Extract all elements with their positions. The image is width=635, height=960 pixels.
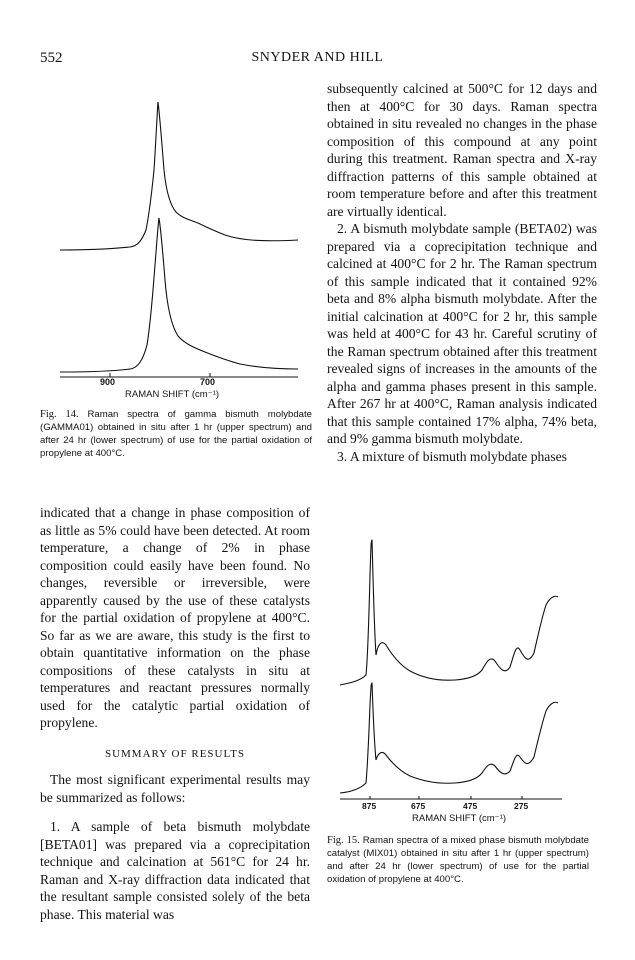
section-heading: SUMMARY OF RESULTS <box>104 747 246 760</box>
left-paragraph-1: indicated that a change in phase composition of as little as 5% could have been detected. At room temperature, a change of 2% in phase composition could easily have been found. No changes, reversible or irreversible, were apparently caused by the use of these catalysts for the partial oxidation of propylene at 400°C. So far as we are aware, this study is the first to obtain quantitative information on the phase compositions of these catalysts in situ at temperatures and reactant pressures normally used for the catalytic partial oxidation of propylene. <box>40 505 310 730</box>
running-head: SNYDER AND HILL <box>251 50 384 65</box>
fig15-lower-spectrum <box>340 683 558 793</box>
right-paragraph-3: 3. A mixture of bismuth molybdate phases <box>337 448 567 464</box>
fig15-axis-label: RAMAN SHIFT (cm⁻¹) <box>412 813 507 824</box>
page-header <box>0 50 635 74</box>
fig15-tick-label: 275 <box>514 801 529 811</box>
fig14-upper-spectrum <box>60 102 298 250</box>
right-column <box>327 80 597 465</box>
fig15-upper-spectrum <box>340 540 558 685</box>
fig14-axis-label: RAMAN SHIFT (cm⁻¹) <box>125 389 220 400</box>
figure-15-caption <box>327 834 589 886</box>
fig15-caption-label: Fig. 15. <box>327 835 360 846</box>
right-paragraph-1: subsequently calcined at 500°C for 12 days and then at 400°C for 30 days. Raman spectra obtained in situ revealed no changes in the phase composition of this compound at any point during this treatment. Raman spectra and X-ray diffraction patterns of this sample obtained at room temperature before and after this treatment are virtually identical. <box>327 81 597 219</box>
fig14-tick-label: 700 <box>200 377 216 387</box>
fig14-caption-text: Raman spectra of gamma bismuth molybdate (GAMMA01) obtained in situ after 1 hr (upper spectrum) and after 24 hr (lower spectrum) of use for the partial oxidation of propylene at 400°C. <box>40 409 313 459</box>
page-number: 552 <box>40 50 63 66</box>
left-paragraph-2: The most significant experimental results may be summarized as follows: <box>40 772 310 805</box>
fig15-tick-label: 475 <box>463 801 478 811</box>
figure-14-caption <box>40 408 312 460</box>
left-column <box>40 504 310 923</box>
figure-14-spectra <box>30 90 310 380</box>
figure-15-spectra <box>330 535 570 805</box>
right-paragraph-2: 2. A bismuth molybdate sample (BETA02) was prepared via a coprecipitation technique and calcined at 400°C for 2 hr. The Raman spectrum of this sample indicated that it contained 92% beta and 8% alpha bismuth molybdate. After the initial calcination at 400°C for 2 hr, this sample was held at 400°C for 43 hr. Careful scrutiny of the Raman spectrum obtained after this treatment revealed signs of increases in the amounts of the alpha and gamma phases present in this sample. After 267 hr at 400°C, Raman analysis indicated that this sample contained 17% alpha, 74% beta, and 9% gamma bismuth molybdate. <box>327 221 597 446</box>
fig14-lower-spectrum <box>60 218 298 372</box>
fig15-tick-label: 675 <box>411 801 426 811</box>
fig14-tick-label: 900 <box>100 377 116 387</box>
left-paragraph-3: 1. A sample of beta bismuth molybdate [BETA01] was prepared via a coprecipitation technique and calcination at 561°C for 24 hr. Raman and X-ray diffraction data indicated that the resultant sample consisted solely of the beta phase. This material was <box>40 819 310 922</box>
fig15-caption-text: Raman spectra of a mixed phase bismuth molybdate catalyst (MIX01) obtained in situ after 1 hr (upper spectrum) and after 24 hr (lower spectrum) of use for the partial oxidation of propylene at 400°C. <box>327 835 589 885</box>
fig15-tick-label: 875 <box>362 801 377 811</box>
fig14-caption-label: Fig. 14. <box>40 409 79 420</box>
